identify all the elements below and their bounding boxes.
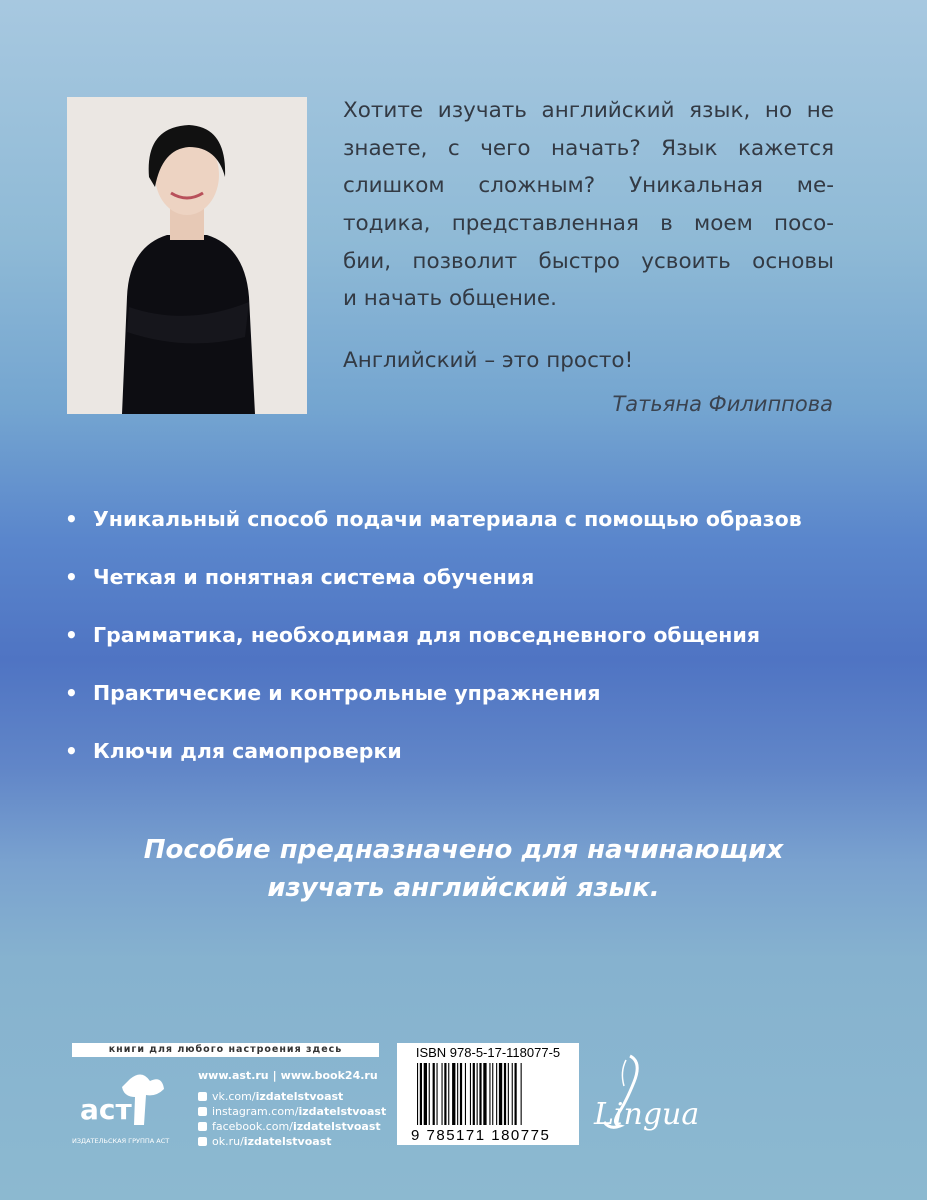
website-links (198, 1068, 386, 1083)
barcode-bar (437, 1063, 438, 1125)
barcode-bar (417, 1063, 418, 1125)
bullet-icon: • (65, 507, 78, 531)
barcode-bar (508, 1063, 509, 1125)
barcode-bar (424, 1063, 427, 1125)
website-link[interactable]: www.ast.ru (198, 1069, 269, 1082)
social-link[interactable]: facebook.com/ izdatelstvoast (198, 1119, 386, 1134)
bullet-icon: • (65, 565, 78, 589)
bullet-icon: • (65, 623, 78, 647)
barcode-bar (442, 1063, 443, 1125)
description-line: знаете, с чего начать? Язык кажется (343, 135, 834, 161)
author-name: Татьяна Филиппова (612, 392, 833, 416)
imprint-logo (590, 1052, 740, 1147)
description-line: бии, позволит быстро усвоить основы (343, 248, 834, 274)
barcode-bar (477, 1063, 478, 1125)
publisher-tagline: книги для любого настроения здесь (72, 1043, 379, 1057)
barcode-bar (521, 1063, 522, 1125)
feature-text: Ключи для самопроверки (93, 739, 402, 763)
feature-item (65, 490, 802, 548)
publisher-group-name: ИЗДАТЕЛЬСКАЯ ГРУППА АСТ (72, 1137, 170, 1145)
link-separator: | (272, 1069, 277, 1082)
bullet-icon: • (65, 681, 78, 705)
barcode-bar (504, 1063, 506, 1125)
closing-phrase: Английский – это просто! (343, 348, 634, 373)
imprint-wordmark: Lingua (594, 1097, 700, 1132)
feature-list (65, 490, 802, 780)
author-photo (67, 97, 307, 414)
bullet-icon: • (65, 739, 78, 763)
barcode-bar (470, 1063, 471, 1125)
audience-line: изучать английский язык. (267, 872, 660, 903)
feature-item (65, 664, 802, 722)
logo-wordmark: аст (80, 1093, 132, 1126)
feature-text: Уникальный способ подачи материала с помощью образов (93, 507, 802, 531)
feature-text: Грамматика, необходимая для повседневного общения (93, 623, 760, 647)
feature-text: Четкая и понятная система обучения (93, 565, 535, 589)
barcode-bar (499, 1063, 502, 1125)
barcode-bar (492, 1063, 493, 1125)
description-line: тодика, представленная в моем посо- (343, 210, 834, 236)
social-link[interactable]: vk.com/ izdatelstvoast (198, 1089, 386, 1104)
feature-item (65, 548, 802, 606)
social-link[interactable]: ok.ru/ izdatelstvoast (198, 1134, 386, 1149)
vk-icon (198, 1092, 207, 1101)
feature-text: Практические и контрольные упражнения (93, 681, 601, 705)
social-link[interactable]: instagram.com/ izdatelstvoast (198, 1104, 386, 1119)
barcode-bar (473, 1063, 475, 1125)
barcode-bar (452, 1063, 455, 1125)
barcode-bar (512, 1063, 513, 1125)
isbn-barcode (397, 1043, 579, 1145)
description-text (343, 92, 834, 318)
facebook-icon (198, 1122, 207, 1131)
publisher-links (198, 1068, 386, 1149)
barcode-bar (460, 1063, 462, 1125)
barcode-bar (496, 1063, 497, 1125)
barcode-bar (457, 1063, 458, 1125)
barcode-bar (515, 1063, 517, 1125)
instagram-icon (198, 1107, 207, 1116)
barcode-bar (489, 1063, 490, 1125)
audience-line: Пособие предназначено для начинающих (143, 835, 784, 865)
description-line: Хотите изучать английский язык, но не (343, 98, 834, 123)
barcode-bar (483, 1063, 486, 1125)
barcode-bar (479, 1063, 481, 1125)
barcode-bar (448, 1063, 449, 1125)
odnoklassniki-icon (198, 1137, 207, 1146)
feature-item (65, 722, 802, 780)
description-line: и начать общение. (343, 286, 557, 312)
barcode-bar (433, 1063, 435, 1125)
barcode-bar (465, 1063, 466, 1125)
barcode-bar (444, 1063, 446, 1125)
publisher-logo (72, 1067, 192, 1147)
barcode-bar (420, 1063, 422, 1125)
description-line: слишком сложным? Уникальная ме- (343, 173, 834, 199)
barcode-bars (417, 1063, 565, 1125)
barcode-bar (429, 1063, 430, 1125)
audience-statement (0, 832, 927, 907)
isbn-label: ISBN 978-5-17-118077-5 (415, 1045, 561, 1060)
feature-item (65, 606, 802, 664)
website-link[interactable]: www.book24.ru (280, 1069, 378, 1082)
barcode-digits: 9 785171 180775 (411, 1127, 551, 1144)
